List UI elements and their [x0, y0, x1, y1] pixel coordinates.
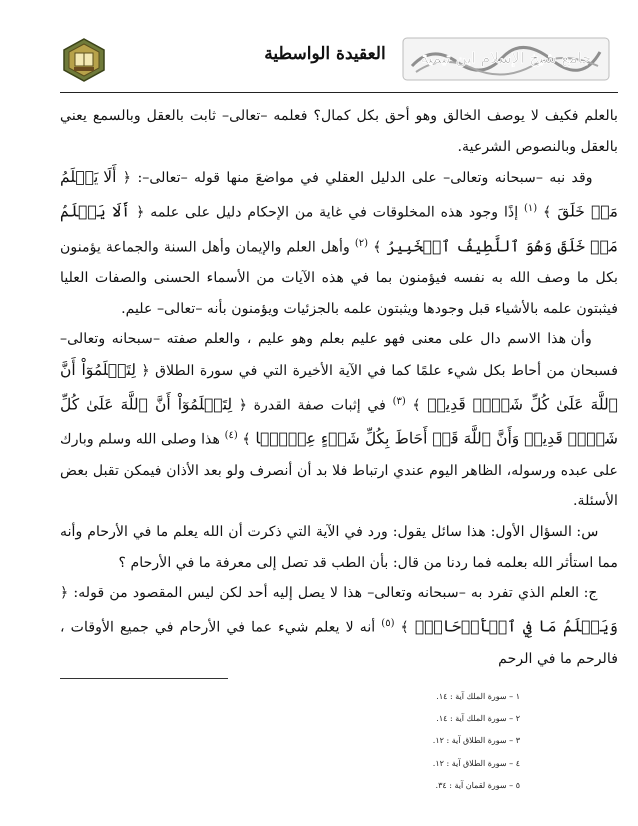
footnote-rule [60, 678, 228, 679]
footnote: ٥ – سورة لقمان آية : ٣٤. [435, 780, 520, 790]
quran-verse: وَيَعۡلَمُ مَا فِي ٱلۡأَرۡحَامِۖ [414, 617, 618, 636]
header-rule [60, 92, 618, 93]
footnote-ref: (٣) [392, 395, 406, 407]
footnote-ref: (٤) [224, 430, 238, 442]
footnote-ref: (٢) [354, 237, 369, 249]
site-logo [402, 36, 610, 82]
footnote: ٤ – سورة الطلاق آية : ١٢. [432, 758, 520, 768]
footnote: ٢ – سورة الملك آية : ١٤. [436, 714, 520, 724]
page-body [60, 101, 618, 674]
quran-verse: لِتَعۡلَمُوٓاْ أَنَّ ٱللَّهَ عَلَىٰ كُلِّ شَيۡءٖ قَدِيرٞ وَأَنَّ ٱللَّهَ قَدۡ أَحَاطَ بِكُلِّ شَيۡءٍ عِلۡمَۢا [60, 395, 618, 448]
page-title: العقيدة الواسطية [264, 44, 386, 64]
paragraph: ج: العلم الذي تفرد به –سبحانه وتعالى– هذا لا يصل إليه أحد لكن ليس المقصود من قوله: ﴿ وَيَعۡلَمُ مَا فِي ٱلۡأَرۡحَامِۖ ﴾ $^{(٥)}$ أنه لا يعلم شيء عما في الأرحام في جميع الأوقات ، فالرحم ما في الرحم [60, 585, 618, 667]
paragraph: بالعلم فكيف لا يوصف الخالق وهو أحق بكل كمال؟ فعلمه –تعالى– ثابت بالعقل وبالسمع يعني بالعقل وبالنصوص الشرعية. [60, 108, 618, 155]
footnote: ٣ – سورة الطلاق آية : ١٢. [432, 736, 520, 746]
footnote: ١ – سورة الملك آية : ١٤. [436, 692, 520, 701]
quran-verse: لِتَعۡلَمُوٓاْ أَنَّ ٱللَّهَ عَلَىٰ كُلِّ شَيۡءٖ قَدِيرٞ [60, 361, 618, 414]
page-header [40, 30, 610, 88]
paragraph: وأن هذا الاسم دال على معنى فهو عليم بعلم وهو عليم ، والعلم صفته –سبحانه وتعالى– فسبحان من أحاط بكل شيء علمًا كما في الآية الأخيرة التي في سورة الطلاق ﴿ لِتَعۡلَمُوٓاْ أَنَّ ٱللَّهَ عَلَىٰ كُلِّ شَيۡءٖ قَدِيرٞ ﴾ $^{(٣)}$ في إثبات صفة القدرة ﴿ لِتَعۡلَمُوٓاْ أَنَّ ٱللَّهَ عَلَىٰ كُلِّ شَيۡءٖ قَدِيرٞ وَأَنَّ ٱللَّهَ قَدۡ أَحَاطَ بِكُلِّ شَيۡءٍ عِلۡمَۢا ﴾ $^{(٤)}$ هذا وصلى الله وسلم وبارك على عبده ورسوله، الظاهر اليوم عندي ارتباط فلا بد أن أنصرف ولو بعد الأذان فيمكن تقبل بعض الأسئلة. [60, 331, 618, 510]
paragraph: س: السؤال الأول: هذا سائل يقول: ورد في الآية التي ذكرت أن الله يعلم ما في الأرحام وأنه مما استأثر الله بعلمه فما ردنا من قال: بأن الطب قد تصل إلى معرفة ما في الأرحام ؟ [60, 524, 618, 571]
footnotes [360, 686, 520, 797]
footnote-ref: (١) [524, 203, 538, 215]
quran-verse: أَلَا يَعۡلَمُ مَنۡ خَلَقَ وَهُوَ ٱللَّطِيفُ ٱلۡخَبِيرُ [60, 202, 618, 256]
paragraph: وقد نبه –سبحانه وتعالى– على الدليل العقلي في مواضعَ منها قوله –تعالى–: ﴿ أَلَا يَعۡلَمُ مَنۡ خَلَقَ ﴾ $^{(١)}$ إذًا وجود هذه المخلوقات في غاية من الإحكام دليل على علمه ﴿ أَلَا يَعۡلَمُ مَنۡ خَلَقَ وَهُوَ ٱللَّطِيفُ ٱلۡخَبِيرُ ﴾ $^{(٢)}$ وأهل العلم والإيمان وأهل السنة والجماعة يؤمنون بكل ما وصف الله به نفسه فيؤمنون بما في هذه الآيات من الأسماء الحسنى والصفات العليا فيثبتون علمه بالأشياء قبل وجودها ويثبتون علمه بالجزئيات ويؤمنون بأنه –تعالى– عليم. [60, 168, 618, 317]
site-logo-text: جامع شيخ الإسلام ابن تيمية [420, 49, 592, 67]
footnote-ref: (٥) [381, 618, 395, 630]
quran-verse: أَلَا يَعۡلَمُ مَنۡ خَلَقَ [60, 168, 618, 221]
